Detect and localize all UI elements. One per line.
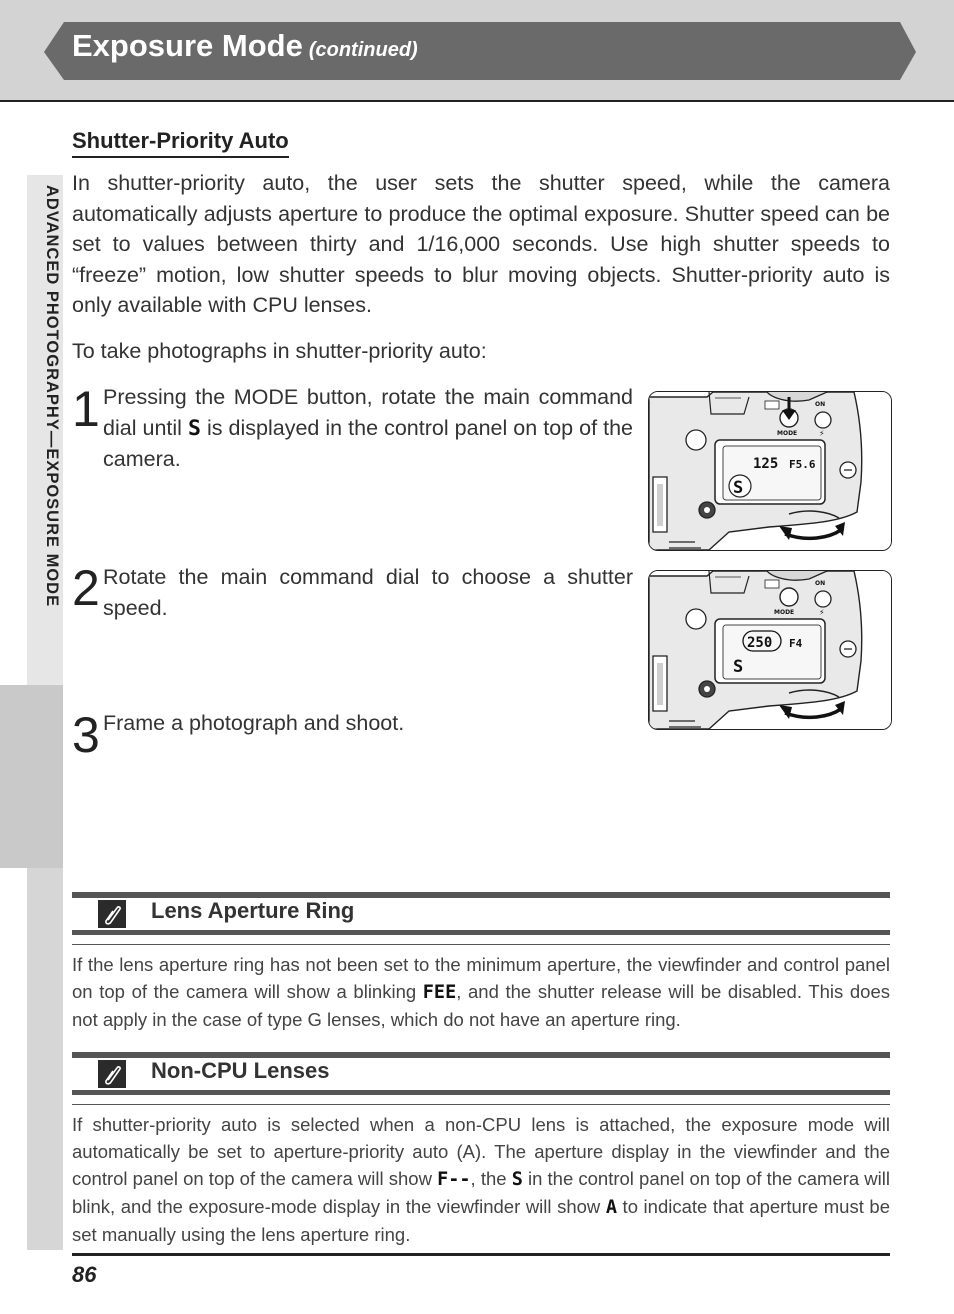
note-1-text-a: If the lens aperture ring has not been set to the minimum aperture, the viewfinder and control panel on top of the camera will show a blinking [72,954,890,1002]
flash-symbol: ⚡ [819,608,825,617]
power-on-label: ON [815,401,826,408]
flash-symbol: ⚡ [819,429,825,438]
lcd-shutter-speed: 125 [753,456,779,472]
pencil-icon [98,900,126,928]
note-1-mid-bar [72,930,890,935]
step-1-text [103,382,633,475]
mode-s-glyph: S [511,1169,523,1190]
page-title [72,28,418,64]
note-2-text-d: to indicate that aperture must be set manually using the lens aperture ring. [72,1196,890,1245]
camera-illustration-2 [648,570,892,730]
lcd-mode-s: S [733,478,744,498]
sidebar-chapter-label: ADVANCED PHOTOGRAPHY—EXPOSURE MODE [43,185,61,608]
mode-button-label: MODE [777,430,798,437]
power-on-label: ON [815,580,826,587]
lcd-shutter-speed: 250 [747,635,773,651]
note-2-text-c: in the control panel on top of the camera will blink, and the exposure-mode display in the viewfinder will show [72,1168,891,1217]
note-2-rule [72,1104,890,1105]
note-2-text-a: If shutter-priority auto is selected when a non-CPU lens is attached, the exposure mode will automatically be set to aperture-priority auto (A). The aperture display in the viewfinder and the control panel on top of the camera will show [72,1114,890,1189]
note-1-title: Lens Aperture Ring [151,898,355,923]
note-2-mid-bar [72,1090,890,1095]
mode-button-label: MODE [774,609,795,616]
note-1-text [72,951,890,1033]
lcd-aperture: F5.6 [789,458,816,471]
camera-illustration-1 [648,391,892,551]
mode-a-glyph: A [605,1197,617,1218]
step-2-text: Rotate the main command dial to choose a shutter speed. [103,565,633,620]
page-number: 86 [72,1262,97,1287]
fee-glyph: FEE [422,982,457,1003]
title-continued: (continued) [308,39,418,61]
pencil-icon [98,1060,126,1088]
footer-rule [72,1253,890,1256]
note-2-text-b: , the [470,1168,512,1189]
step-3-number: 3 [72,707,100,763]
step-2-number: 2 [72,560,100,616]
lead-paragraph: To take photographs in shutter-priority auto: [72,339,487,363]
intro-paragraph: In shutter-priority auto, the user sets the shutter speed, while the camera automatically adjusts aperture to produce the optimal exposure. Shutter speed can be set to values between thirty and 1/16,000 seconds. Use high shutter speeds to “freeze” motion, low shutter speeds to blur moving objects. Shutter-priority auto is only available with CPU lenses. [72,171,890,317]
step-1-number: 1 [72,381,100,437]
note-1-text-b: , and the shutter release will be disabled. This does not apply in the case of type G lenses, which do not have an aperture ring. [72,981,890,1030]
title-text: Exposure Mode [72,28,303,63]
step-1-text-b: is displayed in the control panel on top of the camera. [103,415,634,471]
lcd-mode-s: S [733,657,744,677]
step-1-text-a: Pressing the MODE button, rotate the main command dial until [103,385,633,440]
header-rule [0,100,954,102]
camera-drawing-1 [649,392,891,550]
note-2-title: Non-CPU Lenses [151,1058,330,1083]
step-3-text: Frame a photograph and shoot. [103,711,405,735]
sidebar-tab-lower [27,868,63,1250]
note-1-rule [72,944,890,945]
section-heading: Shutter-Priority Auto [72,128,289,158]
mode-s-glyph: S [187,415,201,441]
lcd-aperture: F4 [789,637,803,650]
camera-drawing-2 [649,571,891,729]
f-dash-glyph: F-- [437,1169,471,1190]
note-2-text [72,1111,890,1248]
